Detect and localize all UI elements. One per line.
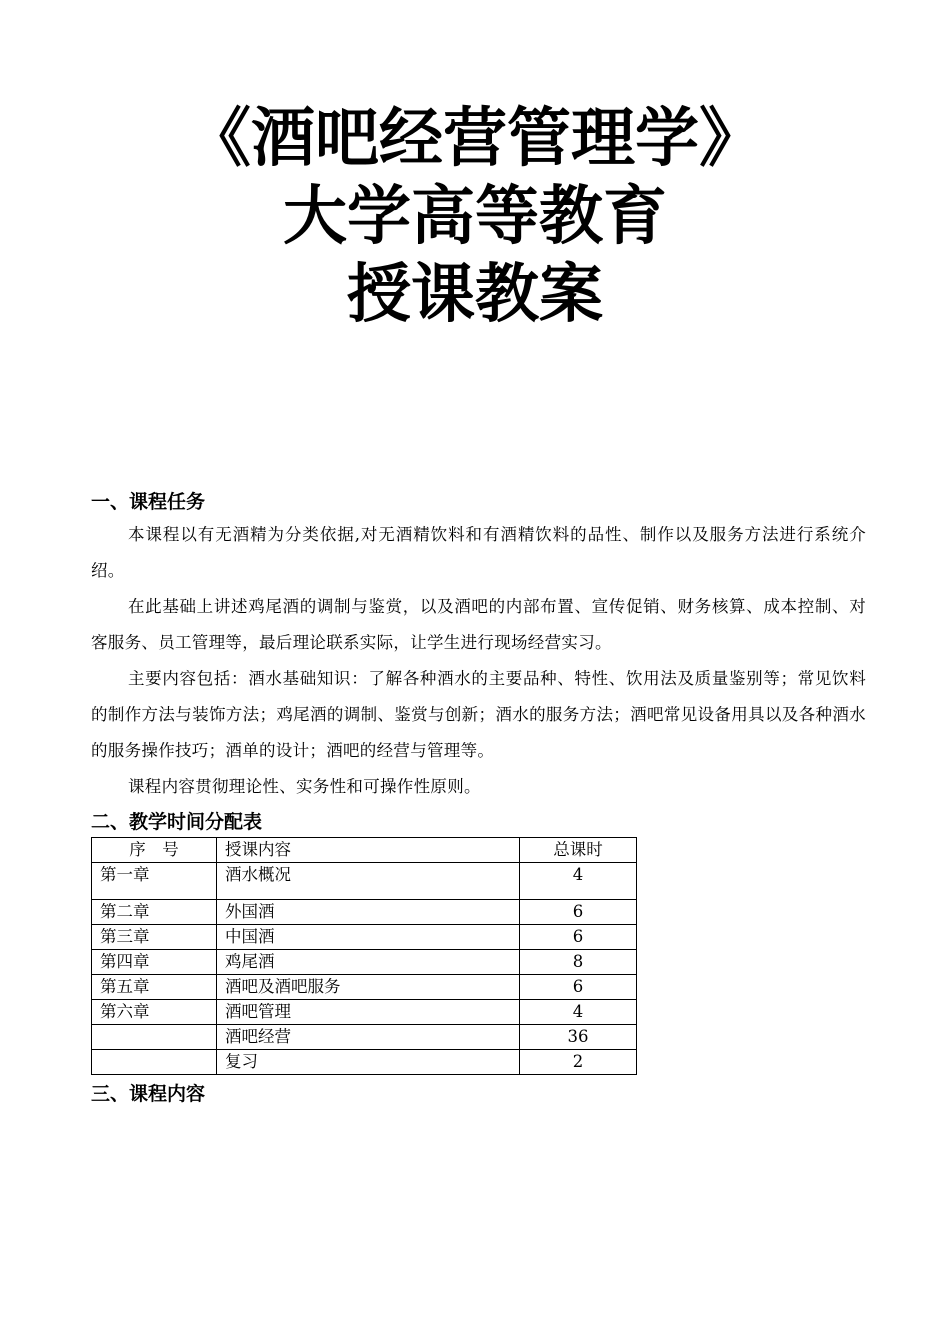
- paragraph-4: 课程内容贯彻理论性、实务性和可操作性原则。: [128, 777, 481, 796]
- document-body: [91, 487, 866, 1109]
- cell-topic: 酒吧经营: [217, 1025, 520, 1050]
- cell-hours: 4: [520, 863, 637, 900]
- title-line-3: 授课教案: [347, 258, 603, 332]
- header-number: 序 号: [92, 838, 217, 863]
- table-row: [92, 900, 637, 925]
- cell-topic: 复习: [217, 1050, 520, 1075]
- cell-chapter: 第一章: [92, 863, 217, 900]
- cell-hours: 6: [520, 900, 637, 925]
- cell-hours: 6: [520, 925, 637, 950]
- cell-chapter: [92, 1025, 217, 1050]
- header-content: 授课内容: [217, 838, 520, 863]
- cell-chapter: 第六章: [92, 1000, 217, 1025]
- time-allocation-table: [91, 837, 637, 1075]
- table-row: [92, 1050, 637, 1075]
- cell-hours: 8: [520, 950, 637, 975]
- section-heading-course-content: 三、课程内容: [91, 1083, 206, 1105]
- cell-chapter: 第三章: [92, 925, 217, 950]
- title-line-2: 大学高等教育: [283, 180, 667, 254]
- cell-chapter: 第二章: [92, 900, 217, 925]
- cell-topic: 酒水概况: [217, 863, 520, 900]
- cell-chapter: [92, 1050, 217, 1075]
- cell-hours: 36: [520, 1025, 637, 1050]
- table-row: [92, 925, 637, 950]
- section-heading-course-task: 一、课程任务: [91, 491, 206, 513]
- table-row: [92, 975, 637, 1000]
- table-row: [92, 1025, 637, 1050]
- table-header-row: [92, 838, 637, 863]
- paragraph-2: 在此基础上讲述鸡尾酒的调制与鉴赏，以及酒吧的内部布置、宣传促销、财务核算、成本控制、对客服务、员工管理等，最后理论联系实际，让学生进行现场经营实习。: [91, 597, 866, 652]
- cell-topic: 酒吧及酒吧服务: [217, 975, 520, 1000]
- paragraph-1: 本课程以有无酒精为分类依据,对无酒精饮料和有酒精饮料的品性、制作以及服务方法进行系统介绍。: [91, 525, 866, 580]
- title-line-1: 《酒吧经营管理学》: [187, 102, 763, 176]
- table-row: [92, 950, 637, 975]
- table-row: [92, 863, 637, 900]
- document-title: [0, 100, 950, 334]
- cell-chapter: 第四章: [92, 950, 217, 975]
- cell-chapter: 第五章: [92, 975, 217, 1000]
- cell-hours: 4: [520, 1000, 637, 1025]
- header-hours: 总课时: [520, 838, 637, 863]
- section-heading-time-allocation: 二、教学时间分配表: [91, 811, 263, 833]
- cell-topic: 鸡尾酒: [217, 950, 520, 975]
- cell-topic: 外国酒: [217, 900, 520, 925]
- paragraph-3: 主要内容包括：酒水基础知识：了解各种酒水的主要品种、特性、饮用法及质量鉴别等；常见饮料的制作方法与装饰方法；鸡尾酒的调制、鉴赏与创新；酒水的服务方法；酒吧常见设备用具以及各种酒水的服务操作技巧；酒单的设计；酒吧的经营与管理等。: [91, 669, 866, 760]
- cell-hours: 6: [520, 975, 637, 1000]
- cell-topic: 酒吧管理: [217, 1000, 520, 1025]
- cell-hours: 2: [520, 1050, 637, 1075]
- cell-topic: 中国酒: [217, 925, 520, 950]
- table-row: [92, 1000, 637, 1025]
